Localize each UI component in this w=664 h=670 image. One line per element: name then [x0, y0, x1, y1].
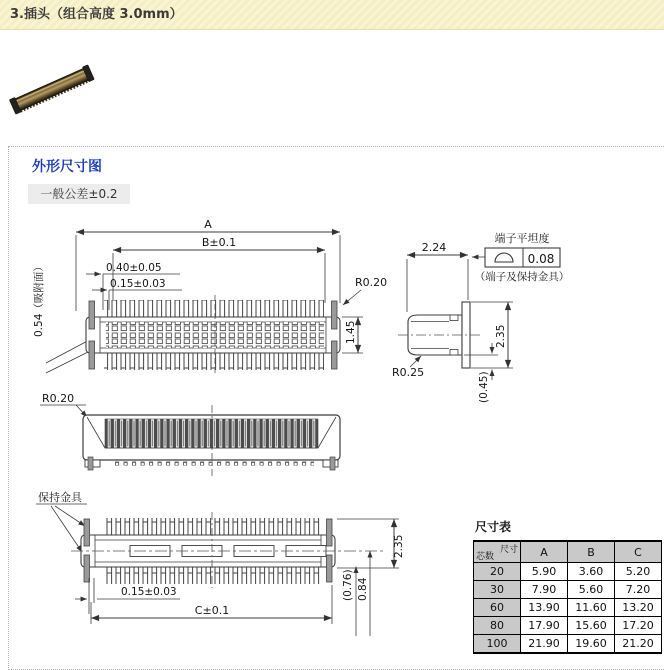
- dim-offset-015: [75, 586, 180, 599]
- retainer-pin: [332, 341, 338, 369]
- retainer-pin: [327, 555, 333, 582]
- table-cell: 5.90: [521, 563, 568, 581]
- table-row: [474, 617, 662, 635]
- retainer-pin: [89, 341, 95, 369]
- table-cell: 13.90: [521, 599, 568, 617]
- svg-text:0.15±0.03: 0.15±0.03: [110, 278, 166, 290]
- connector-body-art: [9, 65, 94, 115]
- svg-text:R0.25: R0.25: [392, 366, 425, 379]
- table-corner-cell: [474, 541, 521, 563]
- retainer-pin: [332, 301, 338, 329]
- svg-text:（端子及保持金具）: （端子及保持金具）: [474, 271, 570, 283]
- flatness-callout: [472, 231, 569, 283]
- col-header-C: C: [615, 541, 662, 563]
- retainer-pin: [84, 555, 90, 582]
- svg-text:端子平坦度: 端子平坦度: [494, 232, 550, 245]
- svg-text:A: A: [204, 218, 212, 231]
- svg-text:0.54（吸附面）: 0.54（吸附面）: [33, 261, 45, 337]
- row-header: 80: [474, 617, 521, 635]
- svg-text:2.35: 2.35: [393, 534, 405, 558]
- table-cell: 15.60: [568, 617, 615, 635]
- side-view-body: [398, 302, 482, 368]
- col-header-A: A: [521, 541, 568, 563]
- table-cell: 13.20: [615, 599, 662, 617]
- corner-label-pins: 芯数: [476, 552, 495, 562]
- retainer-pin: [84, 519, 90, 546]
- dim-076: [342, 567, 356, 637]
- svg-text:(0.45): (0.45): [478, 371, 490, 403]
- bottom-view-drawing: [25, 488, 420, 643]
- row-header: 20: [474, 563, 521, 581]
- table-cell: 11.60: [568, 599, 615, 617]
- table-cell: 3.60: [568, 563, 615, 581]
- svg-text:0.84: 0.84: [357, 577, 369, 601]
- general-tolerance-note: 一般公差±0.2: [28, 184, 130, 204]
- table-cell: 7.90: [521, 581, 568, 599]
- table-row: [474, 599, 662, 617]
- table-cell: 19.60: [568, 635, 615, 654]
- table-cell: 5.60: [568, 581, 615, 599]
- top-and-side-view-drawing: [30, 215, 610, 415]
- svg-text:B±0.1: B±0.1: [201, 236, 237, 249]
- svg-text:R0.20: R0.20: [42, 392, 75, 405]
- table-cell: 21.20: [615, 635, 662, 654]
- table-row: [474, 635, 662, 654]
- retainer-callout: [36, 490, 87, 552]
- svg-text:R0.20: R0.20: [355, 276, 388, 289]
- row-header: 60: [474, 599, 521, 617]
- section-header-title: 3.插头（组合高度 3.0mm）: [10, 7, 183, 22]
- col-header-B: B: [568, 541, 615, 563]
- corner-label-size: 尺寸: [499, 545, 518, 555]
- table-cell: 17.90: [521, 617, 568, 635]
- dim-145: [342, 317, 363, 353]
- table-row: [474, 563, 662, 581]
- dim-224: [407, 241, 468, 312]
- row-header: 100: [474, 635, 521, 654]
- svg-text:1.45: 1.45: [345, 320, 357, 344]
- callout-r025: [392, 356, 424, 379]
- svg-text:0.15±0.03: 0.15±0.03: [121, 586, 177, 598]
- size-table-title: 尺寸表: [475, 520, 512, 534]
- table-cell: 7.20: [615, 581, 662, 599]
- callout-r020-top: [343, 276, 387, 305]
- dim-235-bottom: [337, 519, 405, 568]
- svg-text:2.35: 2.35: [495, 324, 507, 348]
- svg-text:0.08: 0.08: [527, 252, 555, 266]
- svg-text:2.24: 2.24: [421, 241, 447, 254]
- section-header-bar: [0, 0, 664, 30]
- retainer-pin: [89, 301, 95, 329]
- table-row: [474, 581, 662, 599]
- retainer-pin: [327, 519, 333, 546]
- row-header: 30: [474, 581, 521, 599]
- size-table-header-row: [474, 541, 662, 563]
- table-cell: 17.20: [615, 617, 662, 635]
- table-cell: 21.90: [521, 635, 568, 654]
- drawing-section-title: 外形尺寸图: [32, 159, 102, 175]
- svg-text:C±0.1: C±0.1: [194, 604, 230, 617]
- table-cell: 5.20: [615, 563, 662, 581]
- svg-text:(0.76): (0.76): [342, 569, 354, 601]
- svg-text:0.40±0.05: 0.40±0.05: [106, 262, 162, 274]
- front-view-drawing: [30, 390, 370, 490]
- top-view-body: [86, 295, 340, 375]
- size-table: [473, 540, 662, 654]
- callout-r020-front: [40, 392, 87, 417]
- svg-text:保持金具: 保持金具: [38, 491, 82, 504]
- connector-product-photo: [6, 46, 98, 130]
- dim-084: [357, 551, 370, 636]
- front-view-body: [83, 405, 340, 476]
